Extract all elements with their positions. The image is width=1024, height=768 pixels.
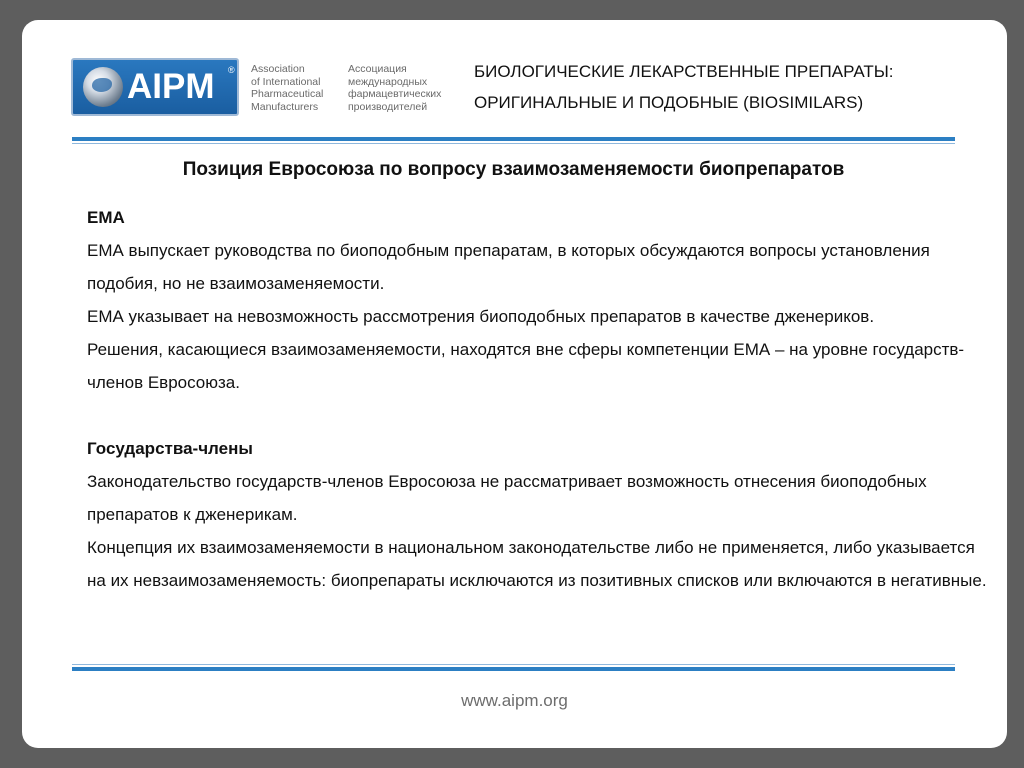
slide-title: БИОЛОГИЧЕСКИЕ ЛЕКАРСТВЕННЫЕ ПРЕПАРАТЫ: ОРИГИНАЛЬНЫЕ И ПОДОБНЫЕ (BIOSIMILARS)	[474, 62, 894, 112]
bottom-divider	[72, 664, 955, 671]
aipm-logo	[71, 58, 239, 116]
member-states-paragraph-2: Концепция их взаимозаменяемости в национальном законодательстве либо не применяется, либо указывается на их невзаимозаменяемость: биопрепараты исключаются из позитивных списков или включаются в негативные.	[87, 538, 987, 590]
org-name-en: Association of International Pharmaceutical Manufacturers	[251, 63, 324, 113]
member-states-heading: Государства-члены	[87, 439, 253, 458]
ema-paragraph-3: Решения, касающиеся взаимозаменяемости, находятся вне сферы компетенции ЕМА – на уровне государств-членов Евросоюза.	[87, 340, 965, 392]
ema-paragraph-2: ЕМА указывает на невозможность рассмотрения биоподобных препаратов в качестве дженериков.	[87, 307, 875, 326]
registered-mark: ®	[228, 65, 235, 75]
section-heading: Позиция Евросоюза по вопросу взаимозаменяемости биопрепаратов	[182, 159, 845, 180]
ema-heading: EMA	[87, 208, 125, 227]
logo-brand: AIPM	[127, 67, 215, 106]
globe-icon	[83, 67, 123, 107]
footer-url[interactable]: www.aipm.org	[461, 691, 568, 710]
body-text	[87, 201, 987, 597]
slide	[22, 20, 1007, 748]
top-divider	[72, 137, 955, 144]
member-states-paragraph-1: Законодательство государств-членов Евросоюза не рассматривает возможность отнесения биоподобных препаратов к дженерикам.	[87, 472, 927, 524]
org-name-ru: Ассоциация международных фармацевтических производителей	[348, 63, 442, 113]
ema-paragraph-1: ЕМА выпускает руководства по биоподобным препаратам, в которых обсуждаются вопросы установления подобия, но не взаимозаменяемости.	[87, 241, 930, 293]
